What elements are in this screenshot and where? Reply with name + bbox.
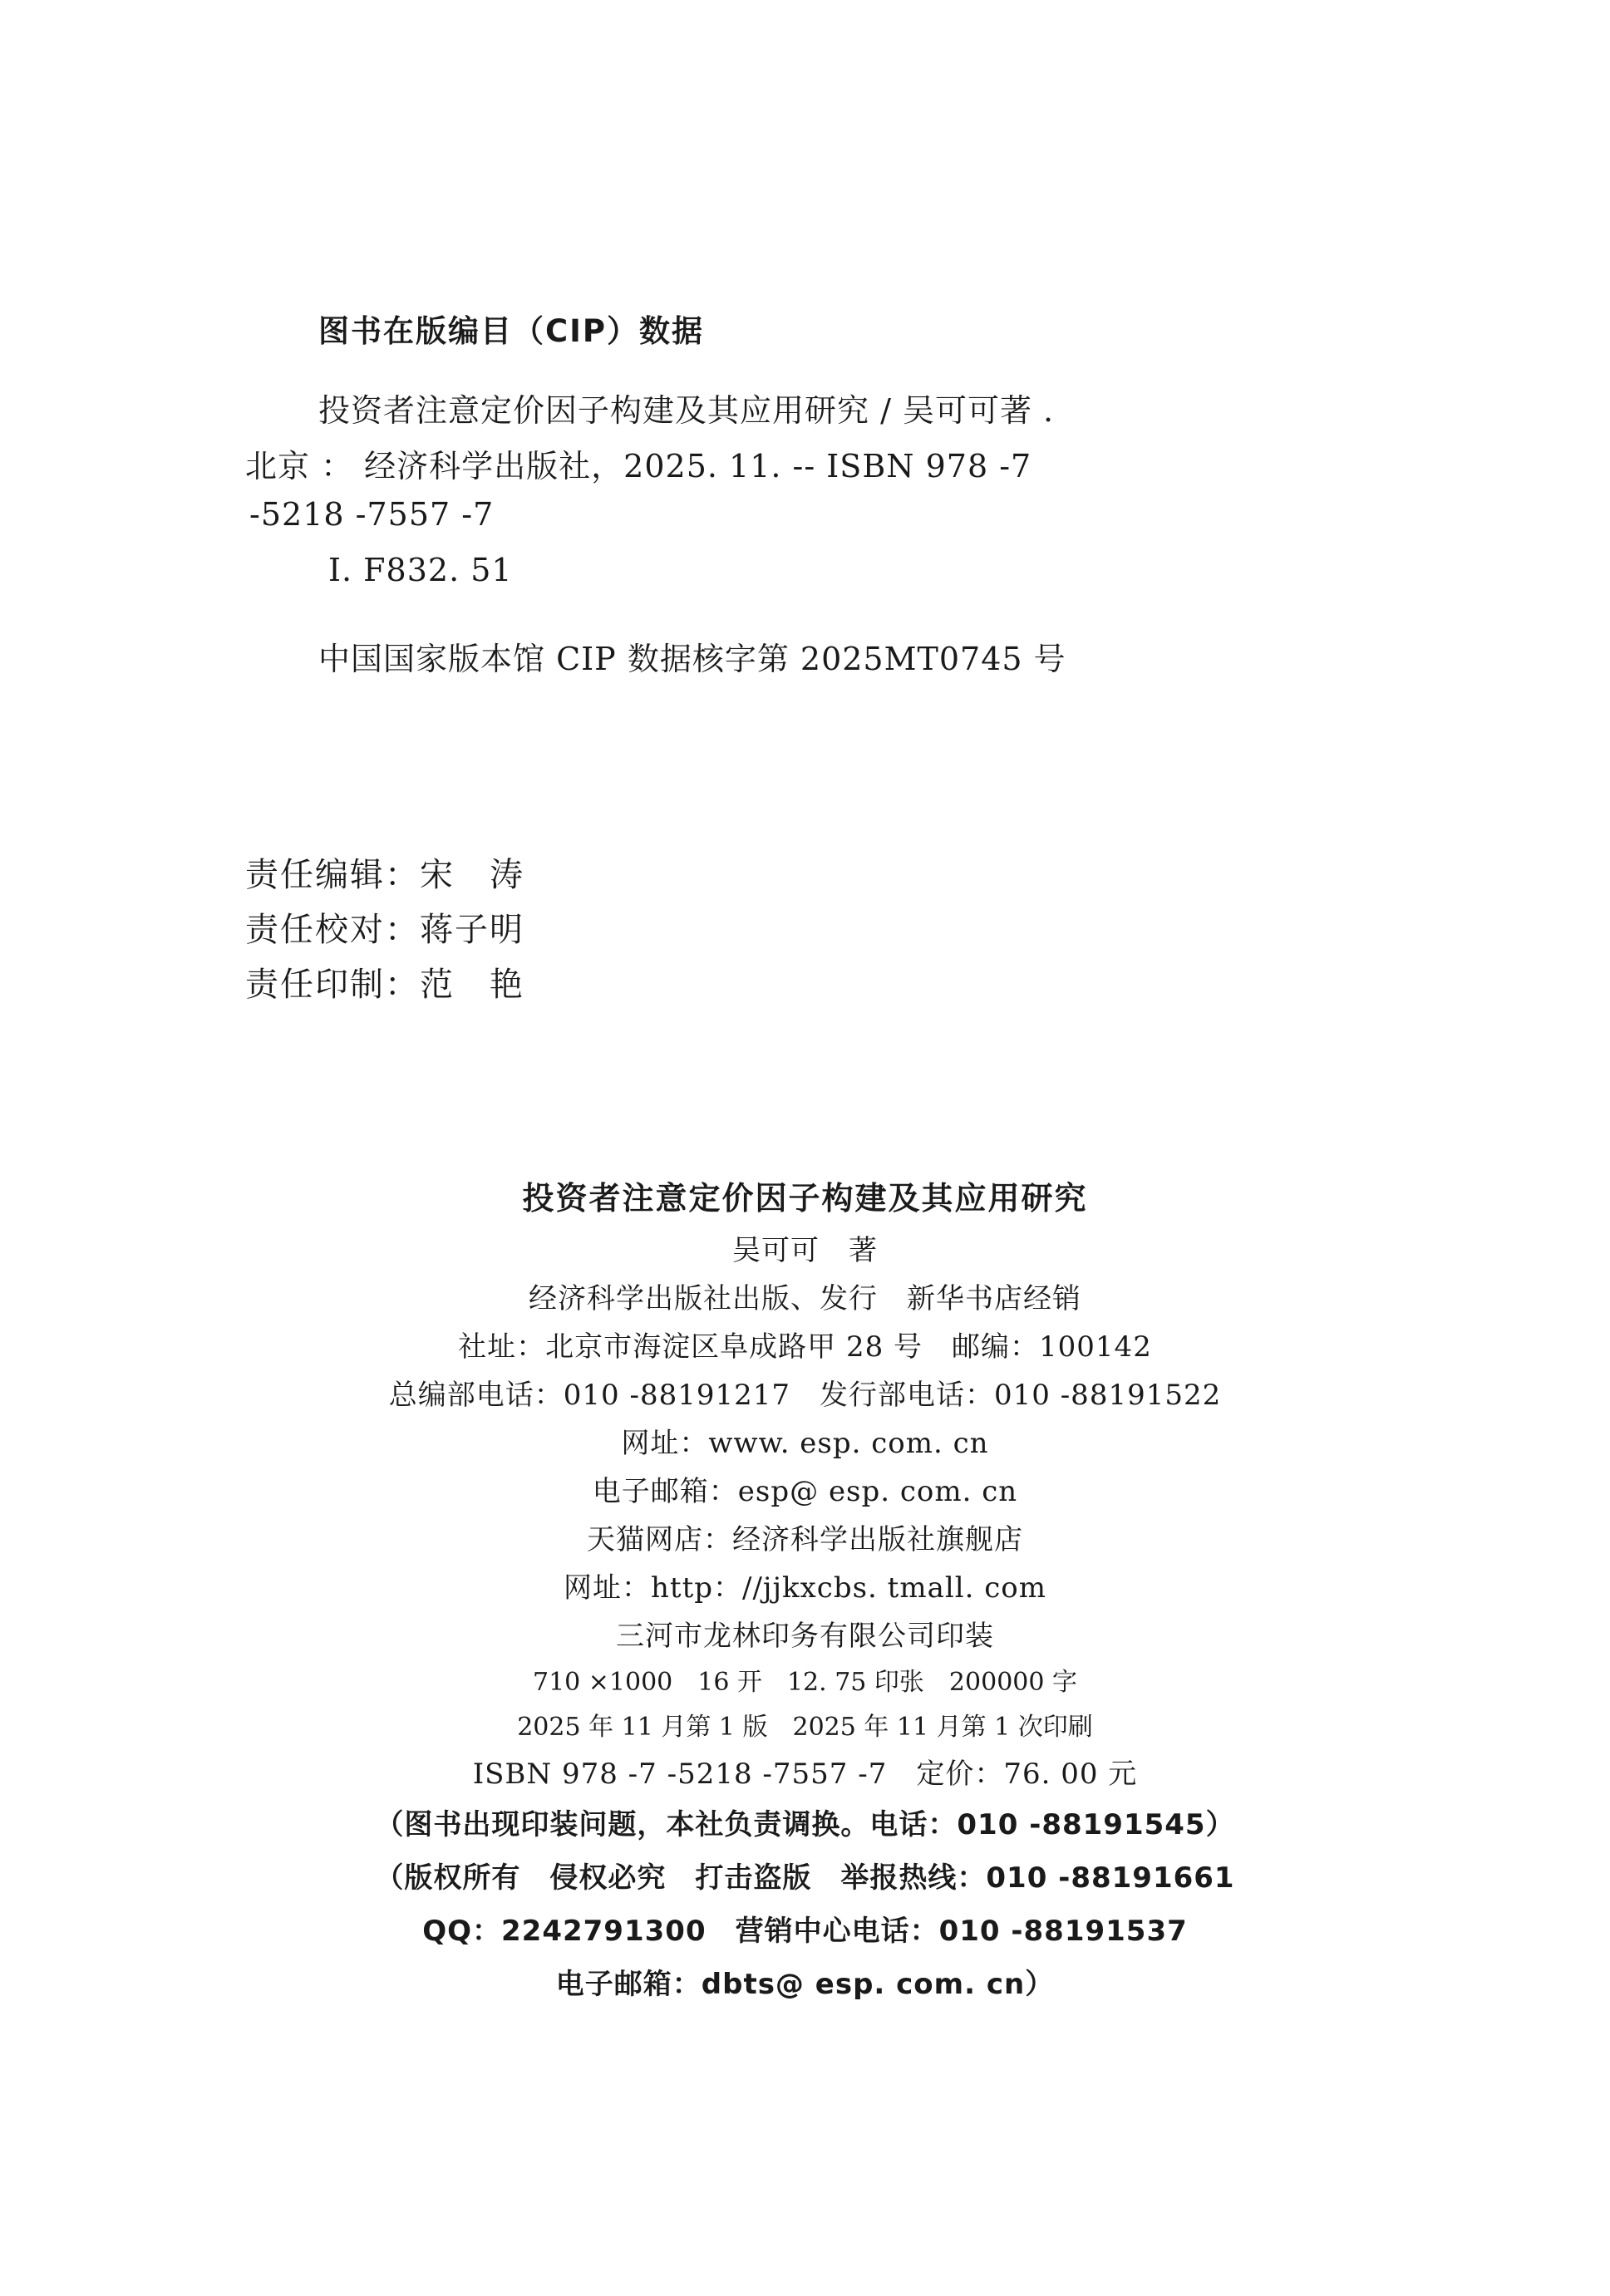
credit-print-supervisor	[245, 957, 524, 1012]
colophon-notice-qq: QQ：2242791300 营销中心电话：010 -88191537	[422, 1915, 1188, 1948]
credit-editor	[245, 848, 524, 902]
credit-label: 责任校对：	[245, 911, 420, 949]
cip-publisher-line: 北京 ： 经济科学出版社，2025. 11. -- ISBN 978 -7	[245, 448, 1032, 484]
colophon-specs: 710 ×1000 16 开 12. 75 印张 200000 字	[532, 1668, 1077, 1697]
colophon-author: 吴可可 著	[732, 1234, 878, 1267]
colophon-tmall-store: 天猫网店：经济科学出版社旗舰店	[587, 1523, 1023, 1556]
colophon-edition: 2025 年 11 月第 1 版 2025 年 11 月第 1 次印刷	[517, 1713, 1093, 1742]
colophon-tmall-url: 网址：http：//jjkxcbs. tmall. com	[564, 1571, 1046, 1605]
credit-proofreader	[245, 902, 524, 957]
cip-heading: 图书在版编目（CIP）数据	[318, 313, 705, 349]
credit-label: 责任编辑：	[245, 856, 420, 894]
colophon-phones: 总编部电话：010 -88191217 发行部电话：010 -88191522	[388, 1379, 1222, 1412]
credit-name: 范 艳	[420, 966, 524, 1004]
cip-record-number: 中国国家版本馆 CIP 数据核字第 2025MT0745 号	[318, 641, 1066, 677]
credit-name: 宋 涛	[420, 856, 524, 894]
credits-block	[245, 848, 524, 1012]
colophon-email: 电子邮箱：esp@ esp. com. cn	[592, 1475, 1018, 1508]
colophon-book-title: 投资者注意定价因子构建及其应用研究	[522, 1180, 1088, 1217]
colophon-block	[0, 1170, 1610, 2011]
colophon-address: 社址：北京市海淀区阜成路甲 28 号 邮编：100142	[458, 1330, 1152, 1364]
colophon-isbn-price: ISBN 978 -7 -5218 -7557 -7 定价：76. 00 元	[472, 1758, 1138, 1791]
colophon-website: 网址：www. esp. com. cn	[621, 1427, 989, 1460]
credit-name: 蒋子明	[420, 911, 524, 949]
cip-book-title-line: 投资者注意定价因子构建及其应用研究 / 吴可可著 .	[318, 392, 1055, 429]
cip-classification: Ⅰ. F832. 51	[328, 552, 513, 588]
colophon-printer: 三河市龙林印务有限公司印装	[616, 1620, 994, 1653]
colophon-notice-email: 电子邮箱：dbts@ esp. com. cn）	[555, 1968, 1055, 2001]
cip-isbn-continuation: -5218 -7557 -7	[249, 496, 495, 533]
colophon-notice-quality: （图书出现印装问题，本社负责调换。电话：010 -88191545）	[375, 1808, 1235, 1841]
credit-label: 责任印制：	[245, 966, 420, 1004]
colophon-publisher: 经济科学出版社出版、发行 新华书店经销	[529, 1282, 1081, 1315]
colophon-notice-copyright: （版权所有 侵权必究 打击盗版 举报热线：010 -88191661	[375, 1861, 1235, 1895]
